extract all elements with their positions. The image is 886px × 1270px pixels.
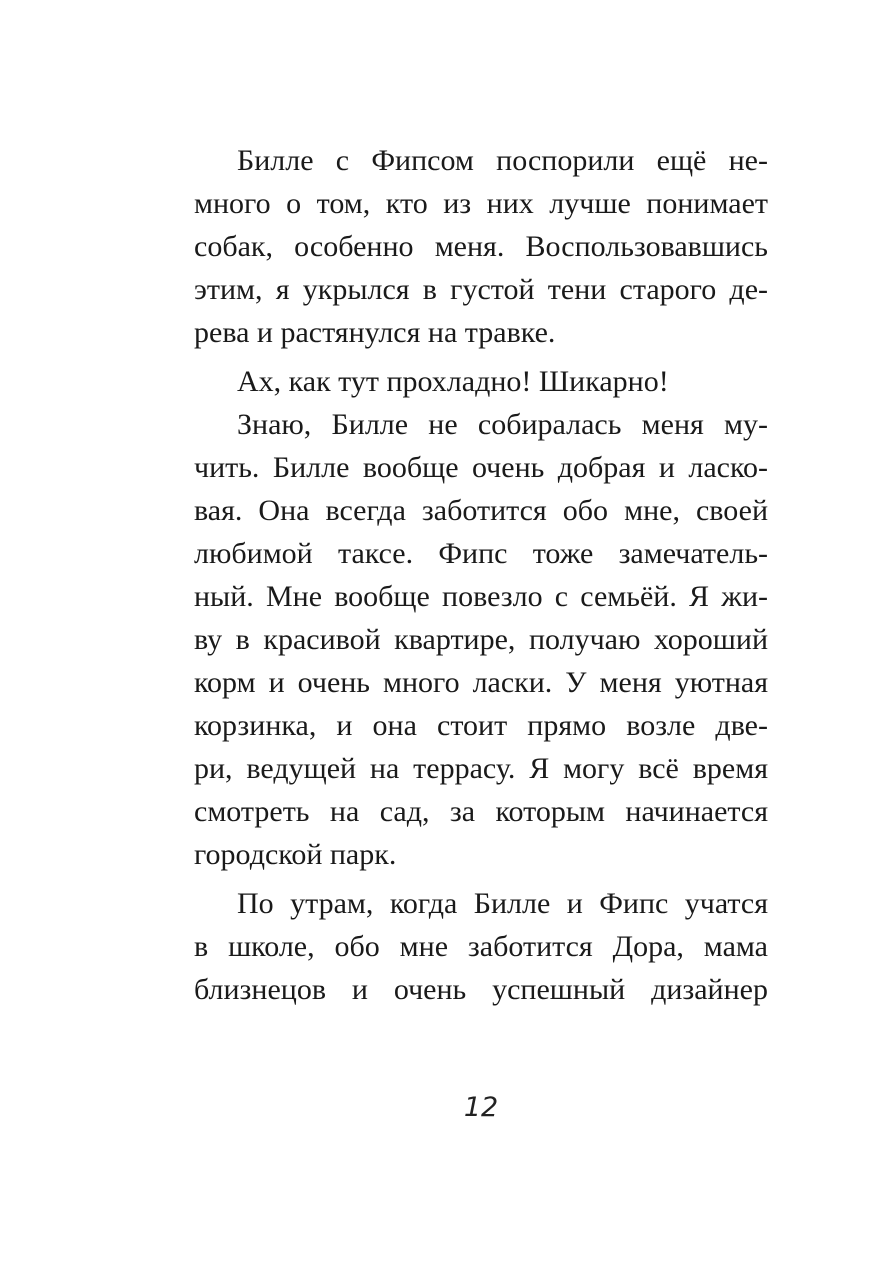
text-line: Билле с Фипсом поспорили ещё не-	[237, 144, 768, 177]
text-line: собак, особенно меня. Воспользовавшись	[194, 230, 768, 263]
text-line: в школе, обо мне заботится Дора, мама	[194, 930, 768, 963]
text-line: Знаю, Билле не собиралась меня му-	[237, 408, 768, 441]
text-line: вая. Она всегда заботится обо мне, своей	[194, 494, 768, 527]
text-line: рева и растянулся на травке.	[194, 316, 556, 349]
page-body-text	[194, 139, 768, 1011]
text-line: Ах, как тут прохладно! Шикарно!	[237, 365, 669, 398]
text-line: много о том, кто из них лучше понимает	[194, 187, 768, 220]
text-line: ву в красивой квартире, получаю хороший	[194, 623, 768, 656]
text-line: близнецов и очень успешный дизайнер	[194, 973, 768, 1006]
paragraph-1	[194, 139, 768, 354]
text-line: городской парк.	[194, 838, 397, 871]
paragraph-4	[194, 882, 768, 1011]
text-line: корм и очень много ласки. У меня уютная	[194, 666, 768, 699]
text-line: ный. Мне вообще повезло с семьёй. Я жи-	[194, 580, 768, 613]
text-line: ри, ведущей на террасу. Я могу всё время	[194, 752, 768, 785]
page-number: 12	[463, 1092, 499, 1123]
text-line: этим, я укрылся в густой тени старого де-	[194, 273, 768, 306]
paragraph-2	[194, 360, 768, 403]
text-line: корзинка, и она стоит прямо возле две-	[194, 709, 768, 742]
text-line: чить. Билле вообще очень добрая и ласко-	[194, 451, 768, 484]
text-line: По утрам, когда Билле и Фипс учатся	[237, 887, 768, 920]
paragraph-3	[194, 403, 768, 876]
text-line: любимой таксе. Фипс тоже замечатель-	[194, 537, 768, 570]
text-line: смотреть на сад, за которым начинается	[194, 795, 768, 828]
